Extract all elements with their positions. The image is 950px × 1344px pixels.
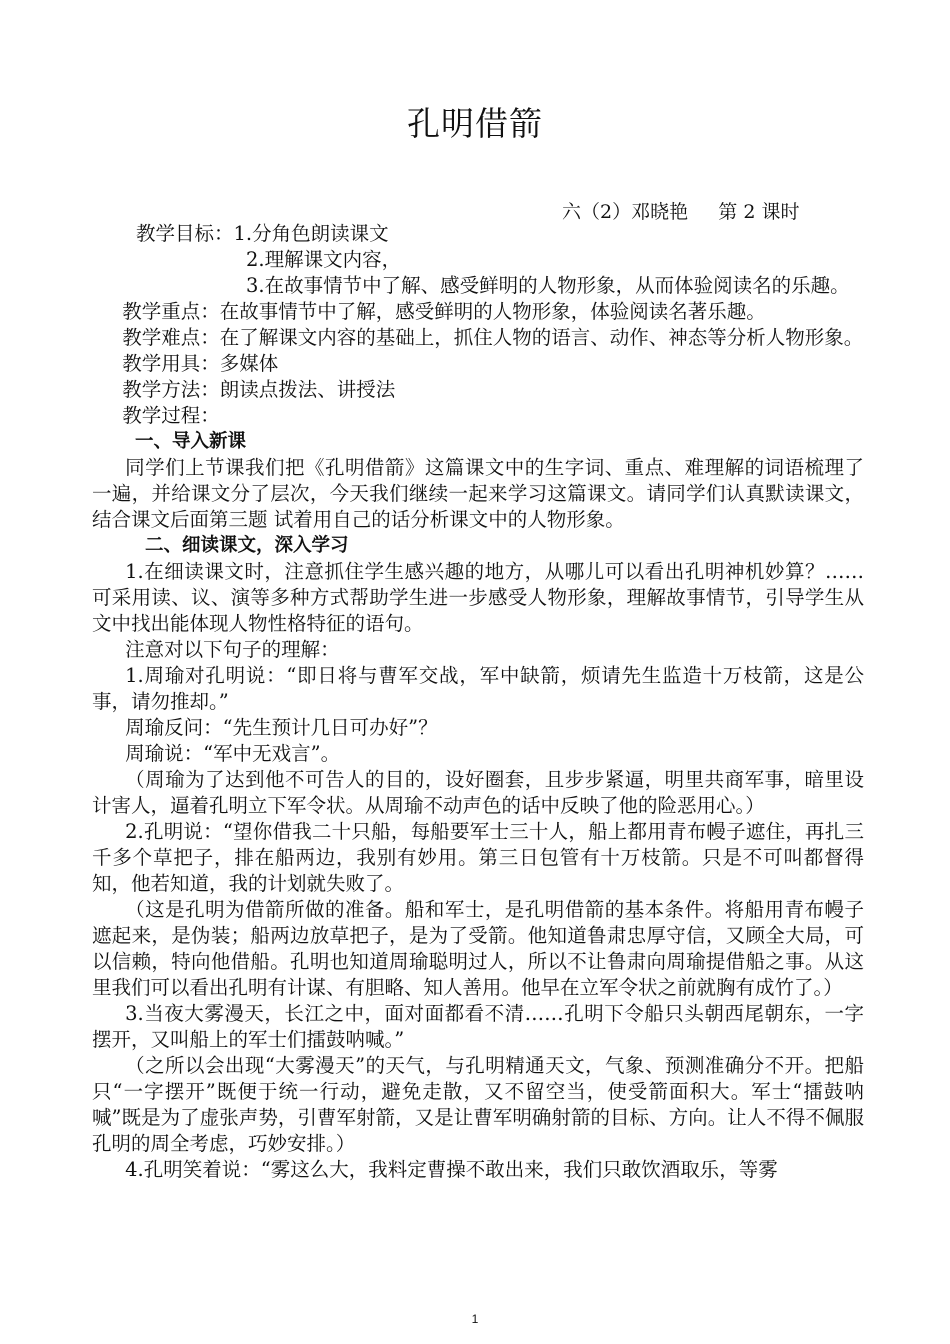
document-title: 孔明借箭 bbox=[407, 104, 543, 143]
quote-2: 2.孔明说：“望你借我二十只船，每船要军士三十人，船上都用青布幔子遮住，再扎三千多个草把子，排在船两边，我别有妙用。第三日包管有十万枝箭。只是不可叫都督得知，他若知道，我的计划就失败了。 bbox=[92, 820, 864, 895]
quote-1c: 周瑜说：“军中无戏言”。 bbox=[125, 742, 341, 765]
document-body bbox=[92, 221, 864, 1183]
section-1-paragraph: 同学们上节课我们把《孔明借箭》这篇课文中的生字词、重点、难理解的词语梳理了一遍，并给课文分了层次，今天我们继续一起来学习这篇课文。请同学们认真默读课文，结合课文后面第三题 试着用自己的话分析课文中的人物形象。 bbox=[92, 456, 864, 531]
section-2-intro: 1.在细读课文时，注意抓住学生感兴趣的地方，从哪儿可以看出孔明神机妙算？……可采用读、议、演等多种方式帮助学生进一步感受人物形象，理解故事情节，引导学生从文中找出能体现人物性格特征的语句。 bbox=[92, 560, 864, 635]
goal-item-1: 1.分角色朗读课文 bbox=[233, 222, 389, 245]
teaching-process: 教学过程： bbox=[122, 404, 220, 427]
section-heading-2: 二、细读课文，深入学习 bbox=[145, 535, 349, 556]
quote-3: 3.当夜大雾漫天，长江之中，面对面都看不清……孔明下令船只头朝西尾朝东，一字摆开，又叫船上的军士们擂鼓呐喊。” bbox=[92, 1002, 864, 1051]
analysis-3: （之所以会出现“大雾漫天”的天气，与孔明精通天文，气象、预测准确分不开。把船只“一字摆开”既便于统一行动，避免走散，又不留空当，使受箭面积大。军士“擂鼓呐喊”既是为了虚张声势，引曹军射箭，又是让曹军明确射箭的目标、方向。让人不得不佩服孔明的周全考虑，巧妙安排。） bbox=[92, 1054, 864, 1155]
analysis-1: （周瑜为了达到他不可告人的目的，设好圈套，且步步紧逼，明里共商军事，暗里设计害人，逼着孔明立下军令状。从周瑜不动声色的话中反映了他的险恶用心。） bbox=[92, 768, 864, 817]
teaching-methods: 教学方法：朗读点拨法、讲授法 bbox=[122, 378, 396, 401]
goals-label: 教学目标： bbox=[136, 222, 234, 245]
quote-1: 1.周瑜对孔明说：“即日将与曹军交战，军中缺箭，烦请先生监造十万枝箭，这是公事，请勿推却。” bbox=[92, 664, 864, 713]
section-heading-1: 一、导入新课 bbox=[135, 431, 247, 452]
teaching-tools: 教学用具：多媒体 bbox=[122, 352, 279, 375]
note-line: 注意对以下句子的理解： bbox=[125, 638, 340, 661]
key-point: 教学重点：在故事情节中了解，感受鲜明的人物形象，体验阅读名著乐趣。 bbox=[122, 300, 766, 323]
teaching-goals bbox=[92, 221, 864, 247]
quote-1b: 周瑜反问：“先生预计几日可办好”？ bbox=[125, 716, 438, 739]
difficulty: 教学难点：在了解课文内容的基础上，抓住人物的语言、动作、神态等分析人物形象。 bbox=[122, 326, 864, 349]
goal-item-3: 3.在故事情节中了解、感受鲜明的人物形象，从而体验阅读名的乐趣。 bbox=[246, 274, 850, 297]
analysis-2: （这是孔明为借箭所做的准备。船和军士，是孔明借箭的基本条件。将船用青布幔子遮起来，是伪装；船两边放草把子，是为了受箭。他知道鲁肃忠厚守信，又顾全大局，可以信赖，特向他借船。孔明也知道周瑜聪明过人，所以不让鲁肃向周瑜提借船之事。从这里我们可以看出孔明有计谋、有胆略、知人善用。他早在立军令状之前就胸有成竹了。） bbox=[92, 898, 864, 999]
goal-item-2: 2.理解课文内容， bbox=[246, 248, 402, 271]
author-byline: 六（2）邓晓艳 第 2 课时 bbox=[562, 201, 800, 223]
quote-4: 4.孔明笑着说：“雾这么大，我料定曹操不敢出来，我们只敢饮酒取乐，等雾 bbox=[125, 1158, 778, 1181]
page-number: 1 bbox=[471, 1312, 479, 1326]
